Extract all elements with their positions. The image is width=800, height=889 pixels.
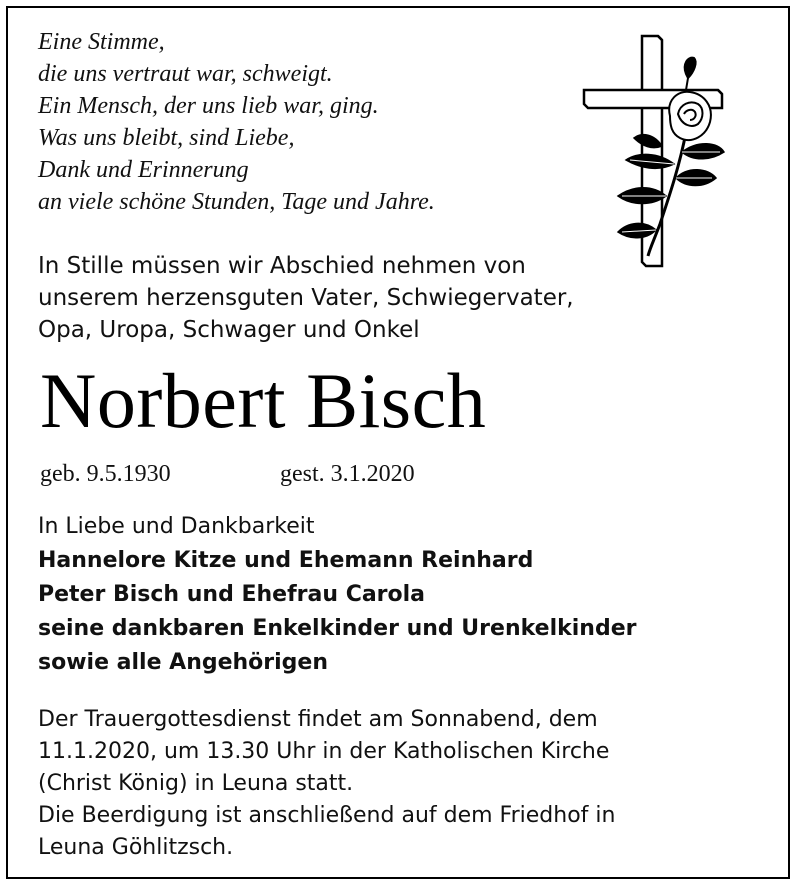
mourner-line: Peter Bisch und Ehefrau Carola (38, 582, 426, 607)
service-info (38, 704, 615, 864)
poem-line: Dank und Erinnerung (38, 157, 249, 183)
birth-date: geb. 9.5.1930 (40, 461, 171, 487)
deceased-name: Norbert Bisch (40, 357, 487, 444)
mourner-line: Hannelore Kitze und Ehemann Reinhard (38, 548, 534, 573)
intro-line: Opa, Uropa, Schwager und Onkel (38, 317, 420, 343)
death-date: gest. 3.1.2020 (280, 461, 415, 487)
service-line: Der Trauergottesdienst findet am Sonnabend, dem (38, 707, 598, 732)
poem (38, 26, 435, 218)
service-line: Leuna Göhlitzsch. (38, 835, 234, 860)
mourners-intro: In Liebe und Dankbarkeit (38, 514, 315, 539)
service-line: Die Beerdigung ist anschließend auf dem Friedhof in (38, 803, 616, 828)
mourner-line: sowie alle Angehörigen (38, 650, 329, 675)
intro-line: In Stille müssen wir Abschied nehmen von (38, 253, 526, 279)
mourners (38, 510, 636, 680)
poem-line: Ein Mensch, der uns lieb war, ging. (38, 93, 379, 119)
intro-text (38, 250, 574, 346)
life-dates (40, 459, 415, 489)
poem-line: an viele schöne Stunden, Tage und Jahre. (38, 189, 435, 215)
mourner-line: seine dankbaren Enkelkinder und Urenkelkinder (38, 616, 637, 641)
poem-line: Was uns bleibt, sind Liebe, (38, 125, 295, 151)
cross-with-rose-icon (578, 34, 728, 274)
service-line: 11.1.2020, um 13.30 Uhr in der Katholischen Kirche (38, 739, 610, 764)
service-line: (Christ König) in Leuna statt. (38, 771, 354, 796)
intro-line: unserem herzensguten Vater, Schwiegervater, (38, 285, 574, 311)
poem-line: die uns vertraut war, schweigt. (38, 61, 333, 87)
poem-line: Eine Stimme, (38, 29, 165, 55)
